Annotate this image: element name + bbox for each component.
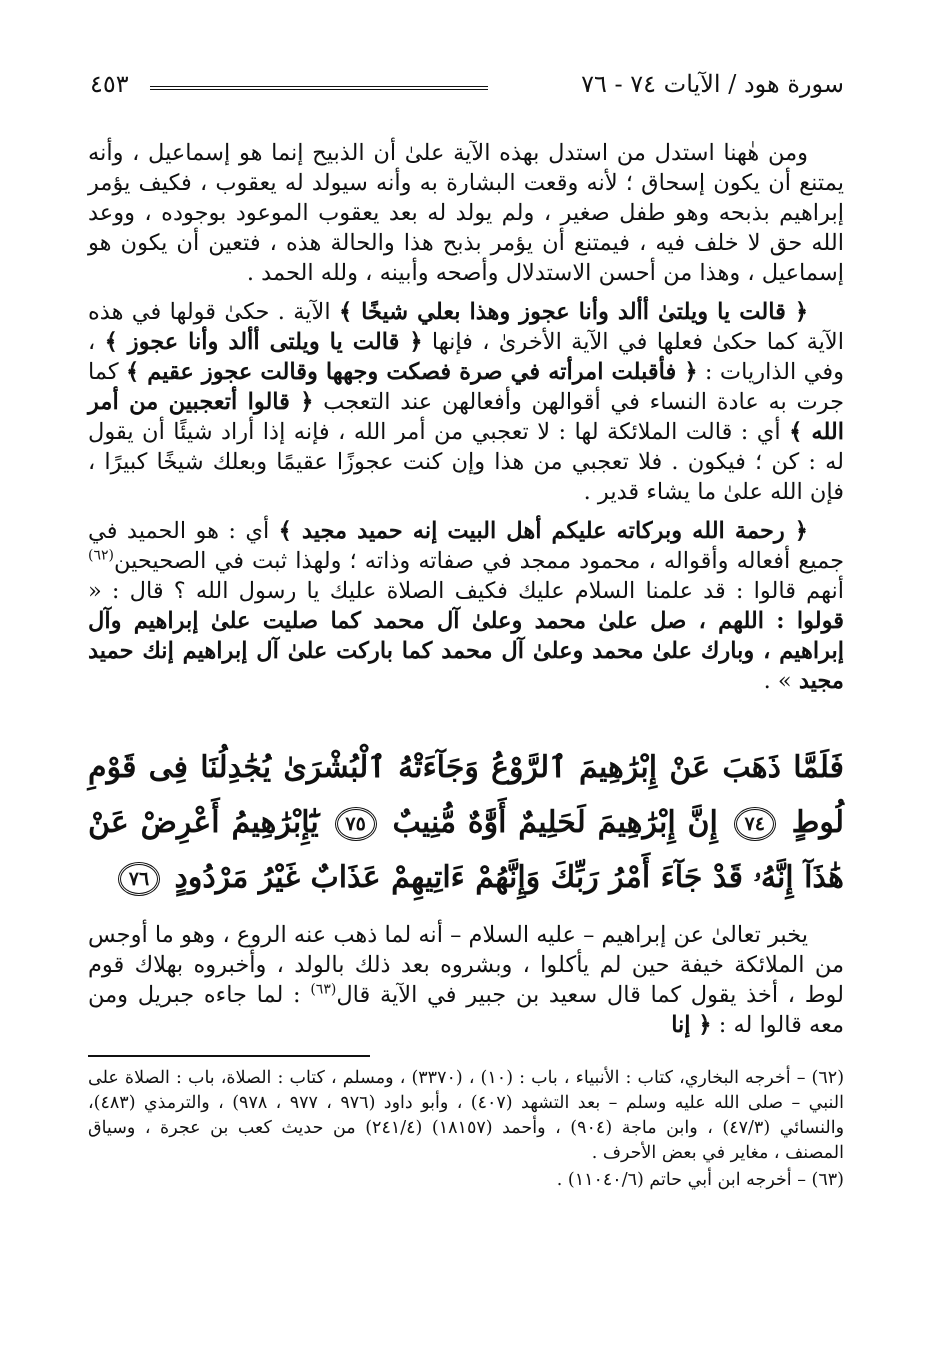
footnote-rule [88, 1055, 370, 1057]
paragraph-text: أنهم قالوا : قد علمنا السلام عليك فكيف الصلاة عليك يا رسول الله ؟ قال : « [88, 578, 844, 604]
paragraph-text: : لما جاءه جبريل ومن معه قالوا له : [88, 982, 844, 1038]
quran-quote: ﴿ رحمة الله وبركاته عليكم أهل البيت إنه حميد مجيد ﴾ [278, 518, 808, 544]
paragraph-2 [88, 297, 844, 507]
paragraph-text: ، وفي الذاريات : [88, 329, 845, 385]
verse-75: إِنَّ إِبْرَٰهِيمَ لَحَلِيمٌ أَوَّٰهٌ مُّنِيبٌ [392, 805, 718, 840]
paragraph-text: الآية . حكىٰ قولها في هذه الآية كما حكىٰ فعلها في الآية الأخرىٰ ، فإنها [88, 299, 844, 355]
paragraph-text: أي : هو الحميد في جميع أفعاله وأقواله ، محمود ممجد في صفاته وذاته ؛ ولهذا ثبت في الصحيحين [88, 518, 844, 574]
quran-quote: ﴿ فأقبلت امرأته في صرة فصكت وجهها وقالت عجوز عقيم ﴾ [125, 359, 698, 385]
hadith-quote: قولوا : اللهم ، صل علىٰ محمد وعلىٰ آل محمد كما صليت علىٰ إبراهيم وآل إبراهيم ، وبارك علىٰ محمد وعلىٰ آل محمد كما باركت علىٰ آل إبراهيم إنك حميد مجيد [88, 608, 844, 694]
quran-quote: ﴿ قالت يا ويلتى أألد وأنا عجوز ﴾ [104, 329, 423, 355]
paragraph-text: أي : قالت الملائكة لها : لا تعجبي من أمر الله ، فإنه إذا أراد شيئًا أن يقول له : كن ؛ فيكون . فلا تعجبي من هذا وإن كنت عجوزًا عقيمًا وبعلك شيخًا كبيرًا ، فإن الله علىٰ ما يشاء قدير . [88, 419, 844, 505]
quran-quote: ﴿ إنا [671, 1012, 712, 1038]
paragraph-4 [88, 920, 844, 1040]
page-header [90, 66, 844, 110]
paragraph-3 [88, 516, 844, 696]
quran-quote: ﴿ قالوا أتعجبين من أمر الله ﴾ [88, 389, 844, 445]
footnote-ref-62: (٦٢) [88, 547, 114, 564]
footnotes [88, 1066, 844, 1193]
verse-74: فَلَمَّا ذَهَبَ عَنْ إِبْرَٰهِيمَ ٱلرَّوْعُ وَجَآءَتْهُ ٱلْبُشْرَىٰ يُجَٰدِلُنَا فِى قَوْمِ لُوطٍ [88, 750, 845, 840]
ayah-number-76: ٧٦ [118, 862, 160, 896]
ayah-number-74: ٧٤ [734, 807, 776, 841]
commentary-text [88, 920, 844, 1040]
quran-quote: ﴿ قالت يا ويلتىٰ أألد وأنا عجوز وهذا بعلي شيخًا ﴾ [338, 299, 808, 325]
paragraph-text: كما جرت به عادة النساء في أقوالهن وأفعالهن عند التعجب [88, 359, 844, 415]
paragraph-text: » . [763, 668, 799, 694]
body-text [88, 138, 844, 696]
footnote-63: (٦٣) – أخرجه ابن أبي حاتم (١١٠٤٠/٦) . [556, 1170, 844, 1190]
footnote-ref-63: (٦٣) [310, 981, 337, 998]
running-title: سورة هود / الآيات ٧٤ - ٧٦ [581, 70, 844, 98]
page-number: ٤٥٣ [90, 70, 129, 98]
quran-verses [88, 740, 844, 905]
footnote-62: (٦٢) – أخرجه البخاري، كتاب : الأنبياء ، باب : (١٠) ، (٣٣٧٠) ، ومسلم ، كتاب : الصلاة، باب : الصلاة على النبي – صلى الله عليه وسلم – بعد التشهد (٤٠٧) ، وأبو داود (٩٧٦ ، ٩٧٧ ، ٩٧٨) ، والترمذي (٤٨٣)، والنسائي (٤٧/٣) ، وابن ماجة (٩٠٤) ، وأحمد (١٨١٥٧) (٢٤١/٤) من حديث كعب بن عجرة ، وسياق المصنف ، مغاير في بعض الأحرف . [88, 1068, 845, 1163]
paragraph-1: ومن هٰهنا استدل من استدل بهذه الآية علىٰ أن الذبيح إنما هو إسماعيل ، وأنه يمتنع أن يكون إسحاق ؛ لأنه وقعت البشارة به وأنه سيولد له يعقوب ، فكيف يؤمر إبراهيم بذبحه وهو طفل صغير ، ولم يولد له بعد يعقوب الموعود بوجوده ، ووعد الله حق لا خلف فيه ، فيمتنع أن يؤمر بذبح هذا والحالة هذه ، فتعين أن يكون هو إسماعيل ، وهذا من أحسن الاستدلال وأصحه وأبينه ، ولله الحمد . [88, 140, 844, 286]
verse-76: يَٰٓإِبْرَٰهِيمُ أَعْرِضْ عَنْ هَٰذَآ إِنَّهُۥ قَدْ جَآءَ أَمْرُ رَبِّكَ وَإِنَّهُمْ ءَاتِيهِمْ عَذَابٌ غَيْرُ مَرْدُودٍ [88, 805, 844, 895]
paragraph-text: يخبر تعالىٰ عن إبراهيم – عليه السلام – أنه لما ذهب عنه الروع ، وهو ما أوجس من الملائكة خيفة حين لم يأكلوا ، وبشروه بعد ذلك بالولد ، وأخبروه بهلاك قوم لوط ، أخذ يقول كما قال سعيد بن جبير في الآية قال [88, 922, 844, 1008]
ayah-number-75: ٧٥ [335, 807, 377, 841]
header-rule [150, 86, 488, 90]
